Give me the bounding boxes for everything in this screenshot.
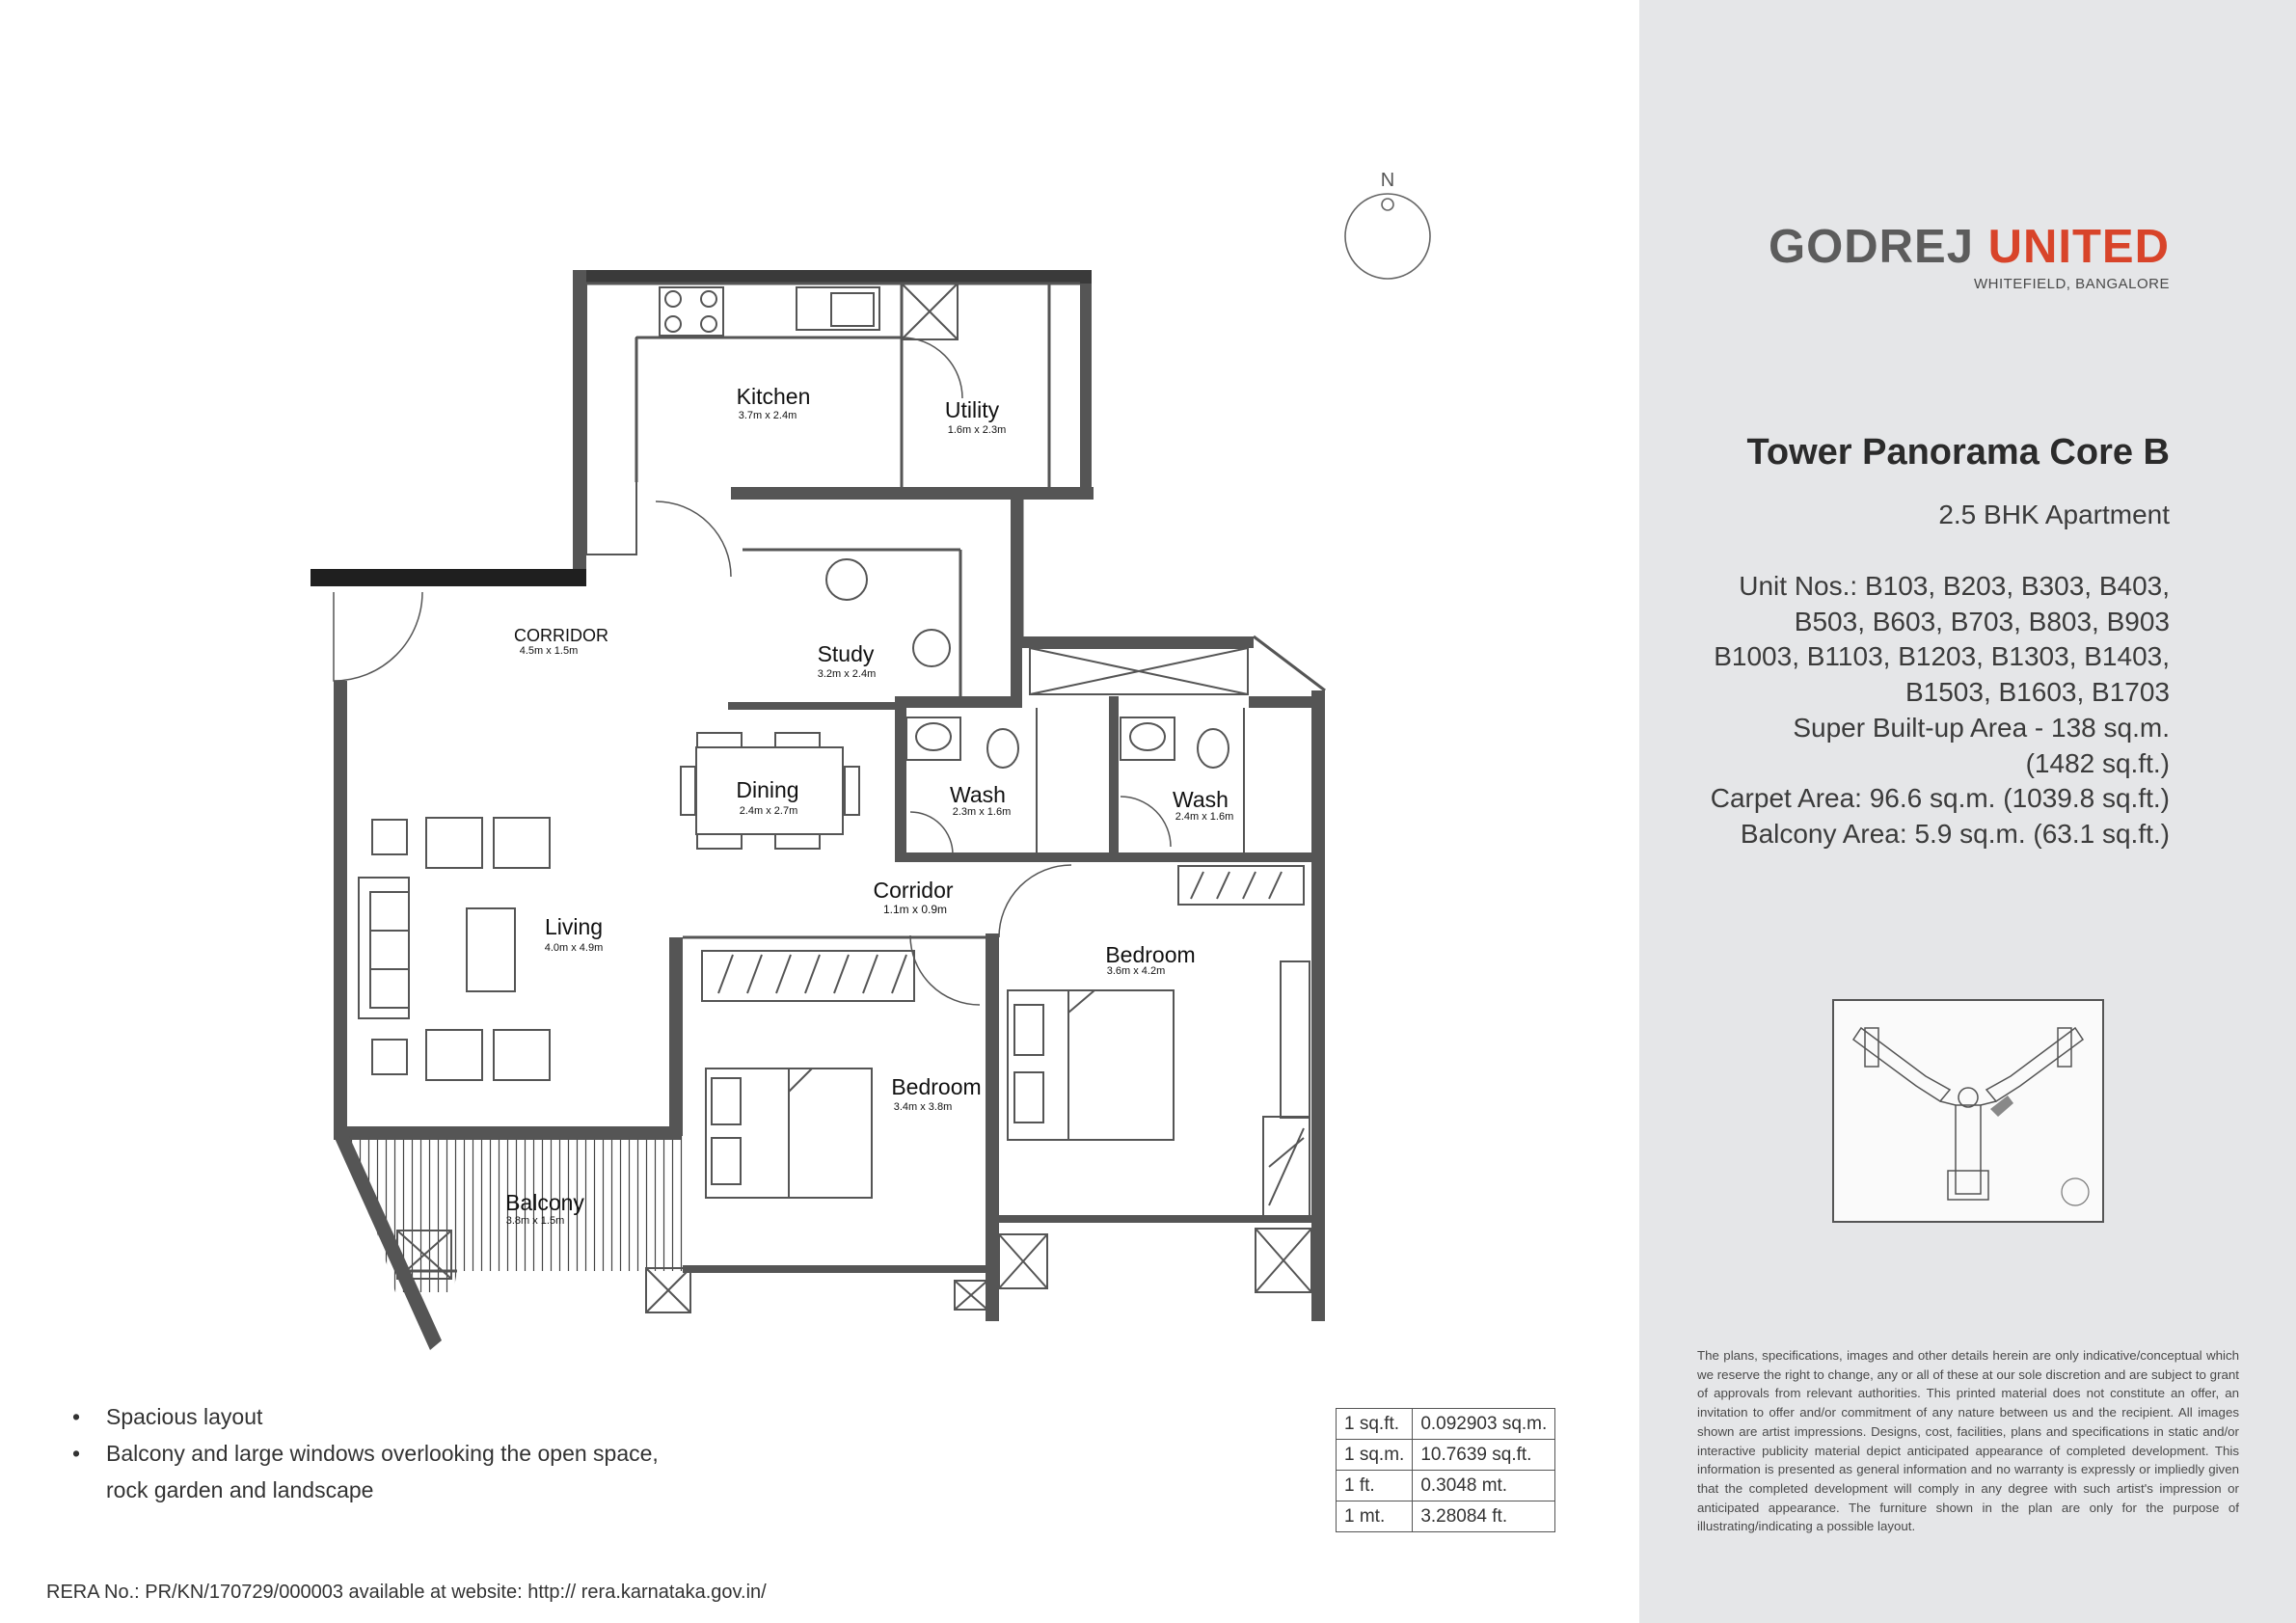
room-living-size: 4.0m x 4.9m — [544, 942, 604, 954]
room-kitchen-label: Kitchen — [736, 384, 811, 409]
feature-text: Balcony and large windows overlooking the open space, — [106, 1441, 659, 1466]
table-row — [1337, 1440, 1555, 1471]
north-compass-icon — [1345, 170, 1430, 279]
brand-name-part1: GODREJ — [1769, 221, 1974, 273]
room-bedroom1-label: Bedroom — [1105, 942, 1196, 967]
key-plan — [1832, 999, 2104, 1223]
compass-label: N — [1380, 170, 1395, 191]
table-cell: 1 sq.ft. — [1337, 1409, 1413, 1440]
room-wash2-label: Wash — [1173, 787, 1229, 812]
brand-name-part2: UNITED — [1987, 221, 2170, 273]
room-wash1-label: Wash — [950, 782, 1006, 807]
room-corridor-label: CORRIDOR — [514, 626, 608, 645]
info-line: B503, B603, B703, B803, B903 — [1794, 606, 2170, 636]
conversion-table — [1336, 1408, 1555, 1532]
feature-text: rock garden and landscape — [106, 1477, 374, 1502]
bullet-icon: • — [72, 1404, 81, 1429]
wardrobes — [702, 866, 1310, 1217]
info-line: B1503, B1603, B1703 — [1904, 677, 2170, 708]
info-line: Super Built-up Area - 138 sq.m. — [1793, 712, 2170, 743]
room-kitchen-size: 3.7m x 2.4m — [738, 410, 797, 421]
room-corridor-size: 4.5m x 1.5m — [519, 645, 579, 657]
table-row — [1337, 1409, 1555, 1440]
room-bedroom2-label: Bedroom — [891, 1074, 982, 1099]
feature-item — [68, 1398, 659, 1435]
table-cell: 10.7639 sq.ft. — [1413, 1440, 1555, 1471]
room-living-label: Living — [544, 914, 604, 939]
room-study-size: 3.2m x 2.4m — [817, 668, 877, 680]
room-utility-size: 1.6m x 2.3m — [947, 424, 1007, 436]
brand-logo — [1769, 220, 2170, 274]
key-plan-drawing — [1834, 1001, 2102, 1221]
room-balcony-label: Balcony — [505, 1190, 584, 1215]
info-line: Balcony Area: 5.9 sq.m. (63.1 sq.ft.) — [1740, 818, 2170, 849]
table-cell: 0.3048 mt. — [1413, 1471, 1555, 1501]
room-dining-label: Dining — [736, 777, 799, 802]
room-utility-label: Utility — [944, 397, 1000, 422]
room-wash2-size: 2.4m x 1.6m — [1175, 811, 1234, 823]
room-corridor2-label: Corridor — [873, 878, 954, 903]
table-cell: 1 ft. — [1337, 1471, 1413, 1501]
table-row — [1337, 1501, 1555, 1532]
unit-info — [1630, 569, 2170, 852]
tower-title: Tower Panorama Core B — [1746, 432, 2170, 473]
disclaimer-text: The plans, specifications, images and other details herein are only indicative/conceptual which we reserve the right to change, any or all of these at our sole discretion and are subject to grant of approvals from relevant authorities. This printed material does not constitute an offer, an invitation to offer and/or commitment of any nature between us and the recipient. All images shown are artist impressions. Designs, cost, facilities, plans and specifications in static and/or interactive publicity material depict anticipated appearance of completed development. This information is presented as general information and no warranty is expressly or impliedly given that the completed development will comply in any degree with such artist's impression or anticipated appearance. The furniture shown in the plan are only for the purpose of illustrating/indicating a possible layout. — [1697, 1348, 2239, 1534]
door-swings — [334, 338, 1171, 1005]
apartment-type: 2.5 BHK Apartment — [1938, 500, 2170, 529]
room-corridor2-size: 1.1m x 0.9m — [882, 903, 948, 916]
info-line: (1482 sq.ft.) — [2025, 747, 2170, 778]
feature-text: Spacious layout — [106, 1404, 263, 1429]
brand-block — [1769, 220, 2170, 292]
rera-number: RERA No.: PR/KN/170729/000003 available at website: http:// rera.karnataka.gov.in/ — [46, 1582, 767, 1603]
brand-location: WHITEFIELD, BANGALORE — [1973, 276, 2170, 292]
room-bedroom1-size: 3.6m x 4.2m — [1106, 965, 1166, 977]
table-cell: 1 sq.m. — [1337, 1440, 1413, 1471]
room-wash1-size: 2.3m x 1.6m — [952, 806, 1012, 818]
room-balcony-size: 3.8m x 1.5m — [505, 1215, 565, 1227]
feature-item-continued — [68, 1472, 659, 1508]
feature-item — [68, 1435, 659, 1472]
room-study-label: Study — [817, 641, 875, 666]
info-line: B1003, B1103, B1203, B1303, B1403, — [1714, 641, 2170, 672]
room-bedroom2-size: 3.4m x 3.8m — [893, 1101, 953, 1113]
table-cell: 3.28084 ft. — [1413, 1501, 1555, 1532]
table-cell: 0.092903 sq.m. — [1413, 1409, 1555, 1440]
info-line: Carpet Area: 96.6 sq.m. (1039.8 sq.ft.) — [1710, 783, 2170, 814]
features-list — [68, 1398, 659, 1508]
info-line: Unit Nos.: B103, B203, B303, B403, — [1739, 571, 2170, 601]
room-dining-size: 2.4m x 2.7m — [739, 805, 798, 817]
room-labels — [505, 384, 1233, 1227]
table-row — [1337, 1471, 1555, 1501]
bullet-icon: • — [72, 1441, 81, 1466]
table-cell: 1 mt. — [1337, 1501, 1413, 1532]
living-furniture — [359, 818, 550, 1080]
